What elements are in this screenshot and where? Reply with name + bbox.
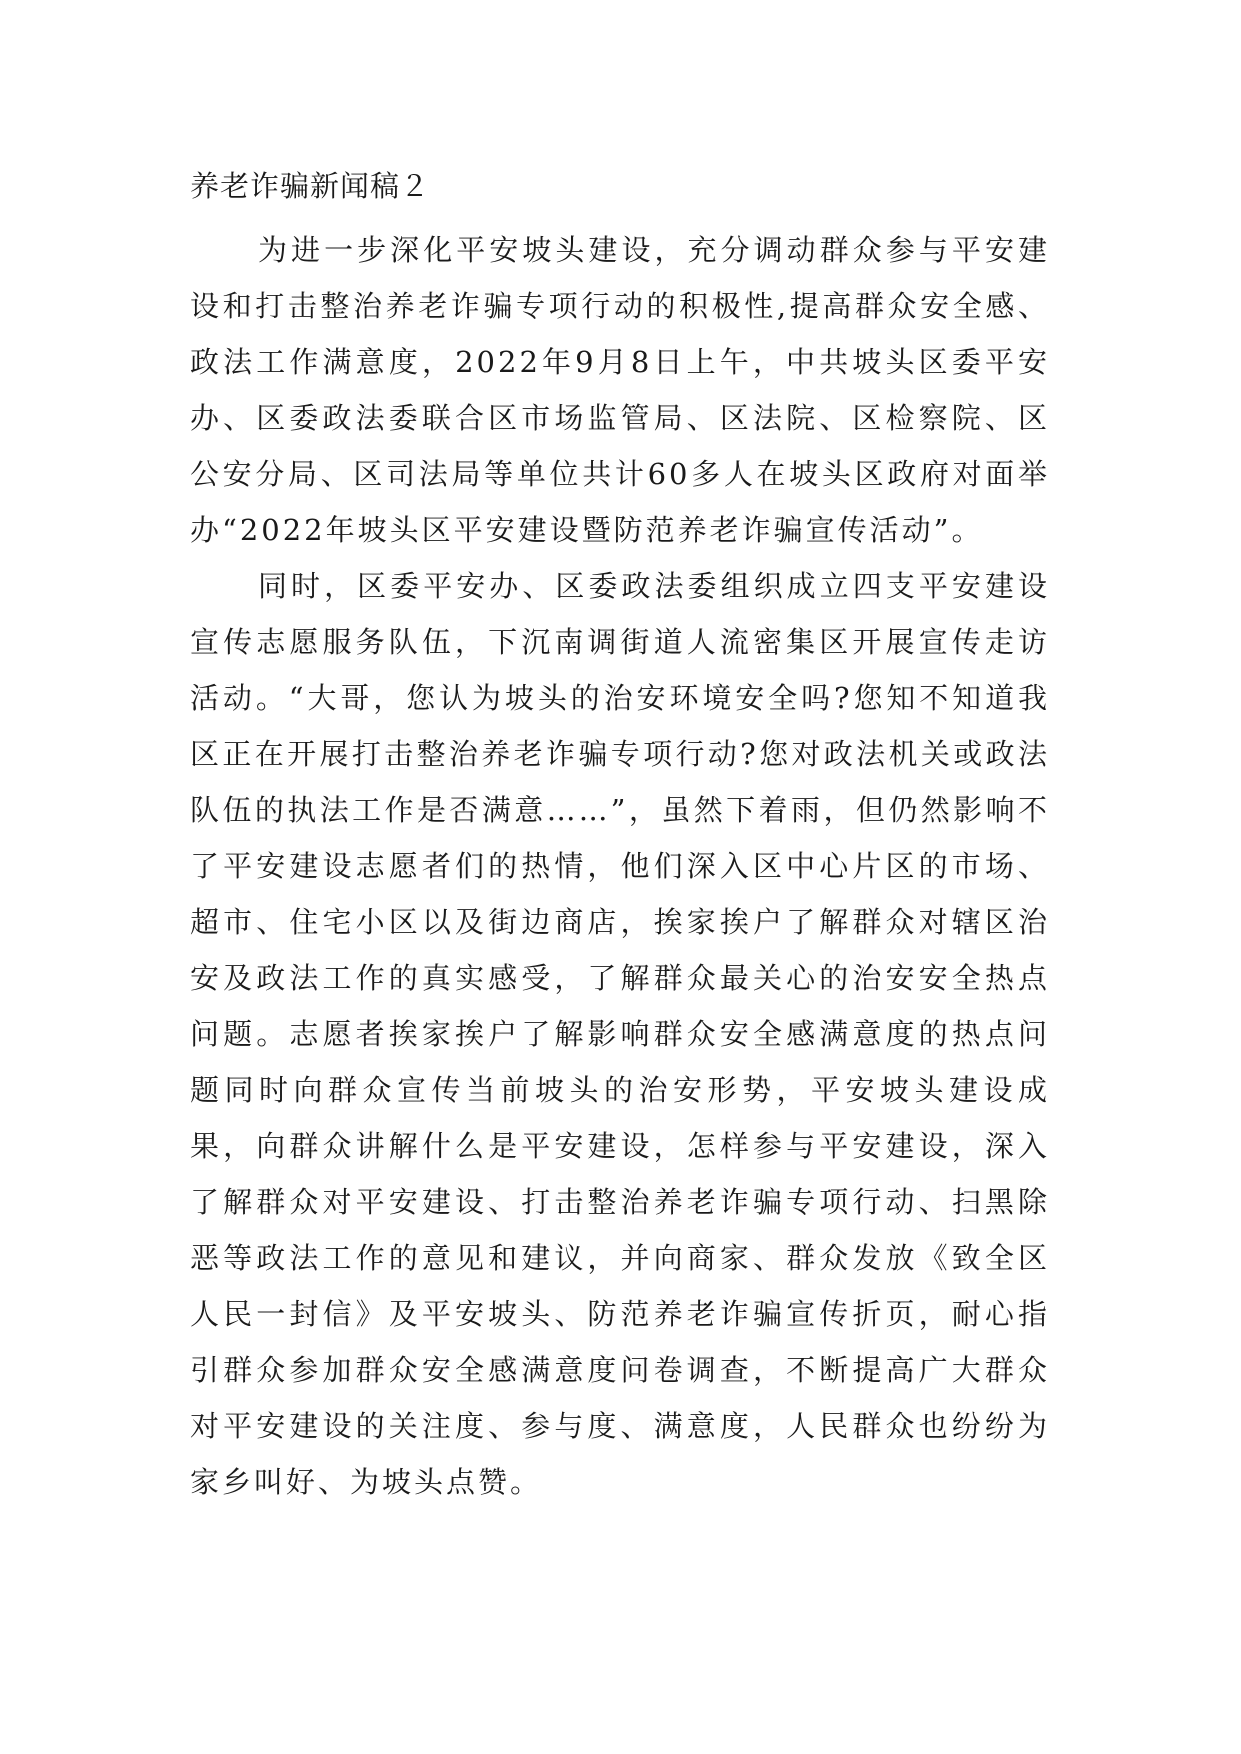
paragraph-2: 同时，区委平安办、区委政法委组织成立四支平安建设宣传志愿服务队伍，下沉南调街道人流密集区开展宣传走访活动。“大哥，您认为坡头的治安环境安全吗?您知不知道我区正在开展打击整治养老诈骗专项行动?您对政法机关或政法队伍的执法工作是否满意……”，虽然下着雨，但仍然影响不了平安建设志愿者们的热情，他们深入区中心片区的市场、超市、住宅小区以及街边商店，挨家挨户了解群众对辖区治安及政法工作的真实感受，了解群众最关心的治安安全热点问题。志愿者挨家挨户了解影响群众安全感满意度的热点问题同时向群众宣传当前坡头的治安形势，平安坡头建设成果，向群众讲解什么是平安建设，怎样参与平安建设，深入了解群众对平安建设、打击整治养老诈骗专项行动、扫黑除恶等政法工作的意见和建议，并向商家、群众发放《致全区人民一封信》及平安坡头、防范养老诈骗宣传折页，耐心指引群众参加群众安全感满意度问卷调查，不断提高广大群众对平安建设的关注度、参与度、满意度，人民群众也纷纷为家乡叫好、为坡头点赞。 bbox=[190, 569, 1050, 1499]
document-body bbox=[190, 158, 1050, 1510]
document-title: 养老诈骗新闻稿２ bbox=[190, 169, 431, 203]
paragraph-1: 为进一步深化平安坡头建设，充分调动群众参与平安建设和打击整治养老诈骗专项行动的积极性,提高群众安全感、政法工作满意度，2022年9月8日上午，中共坡头区委平安办、区委政法委联合区市场监管局、区法院、区检察院、区公安分局、区司法局等单位共计60多人在坡头区政府对面举办“2022年坡头区平安建设暨防范养老诈骗宣传活动”。 bbox=[190, 233, 1050, 547]
